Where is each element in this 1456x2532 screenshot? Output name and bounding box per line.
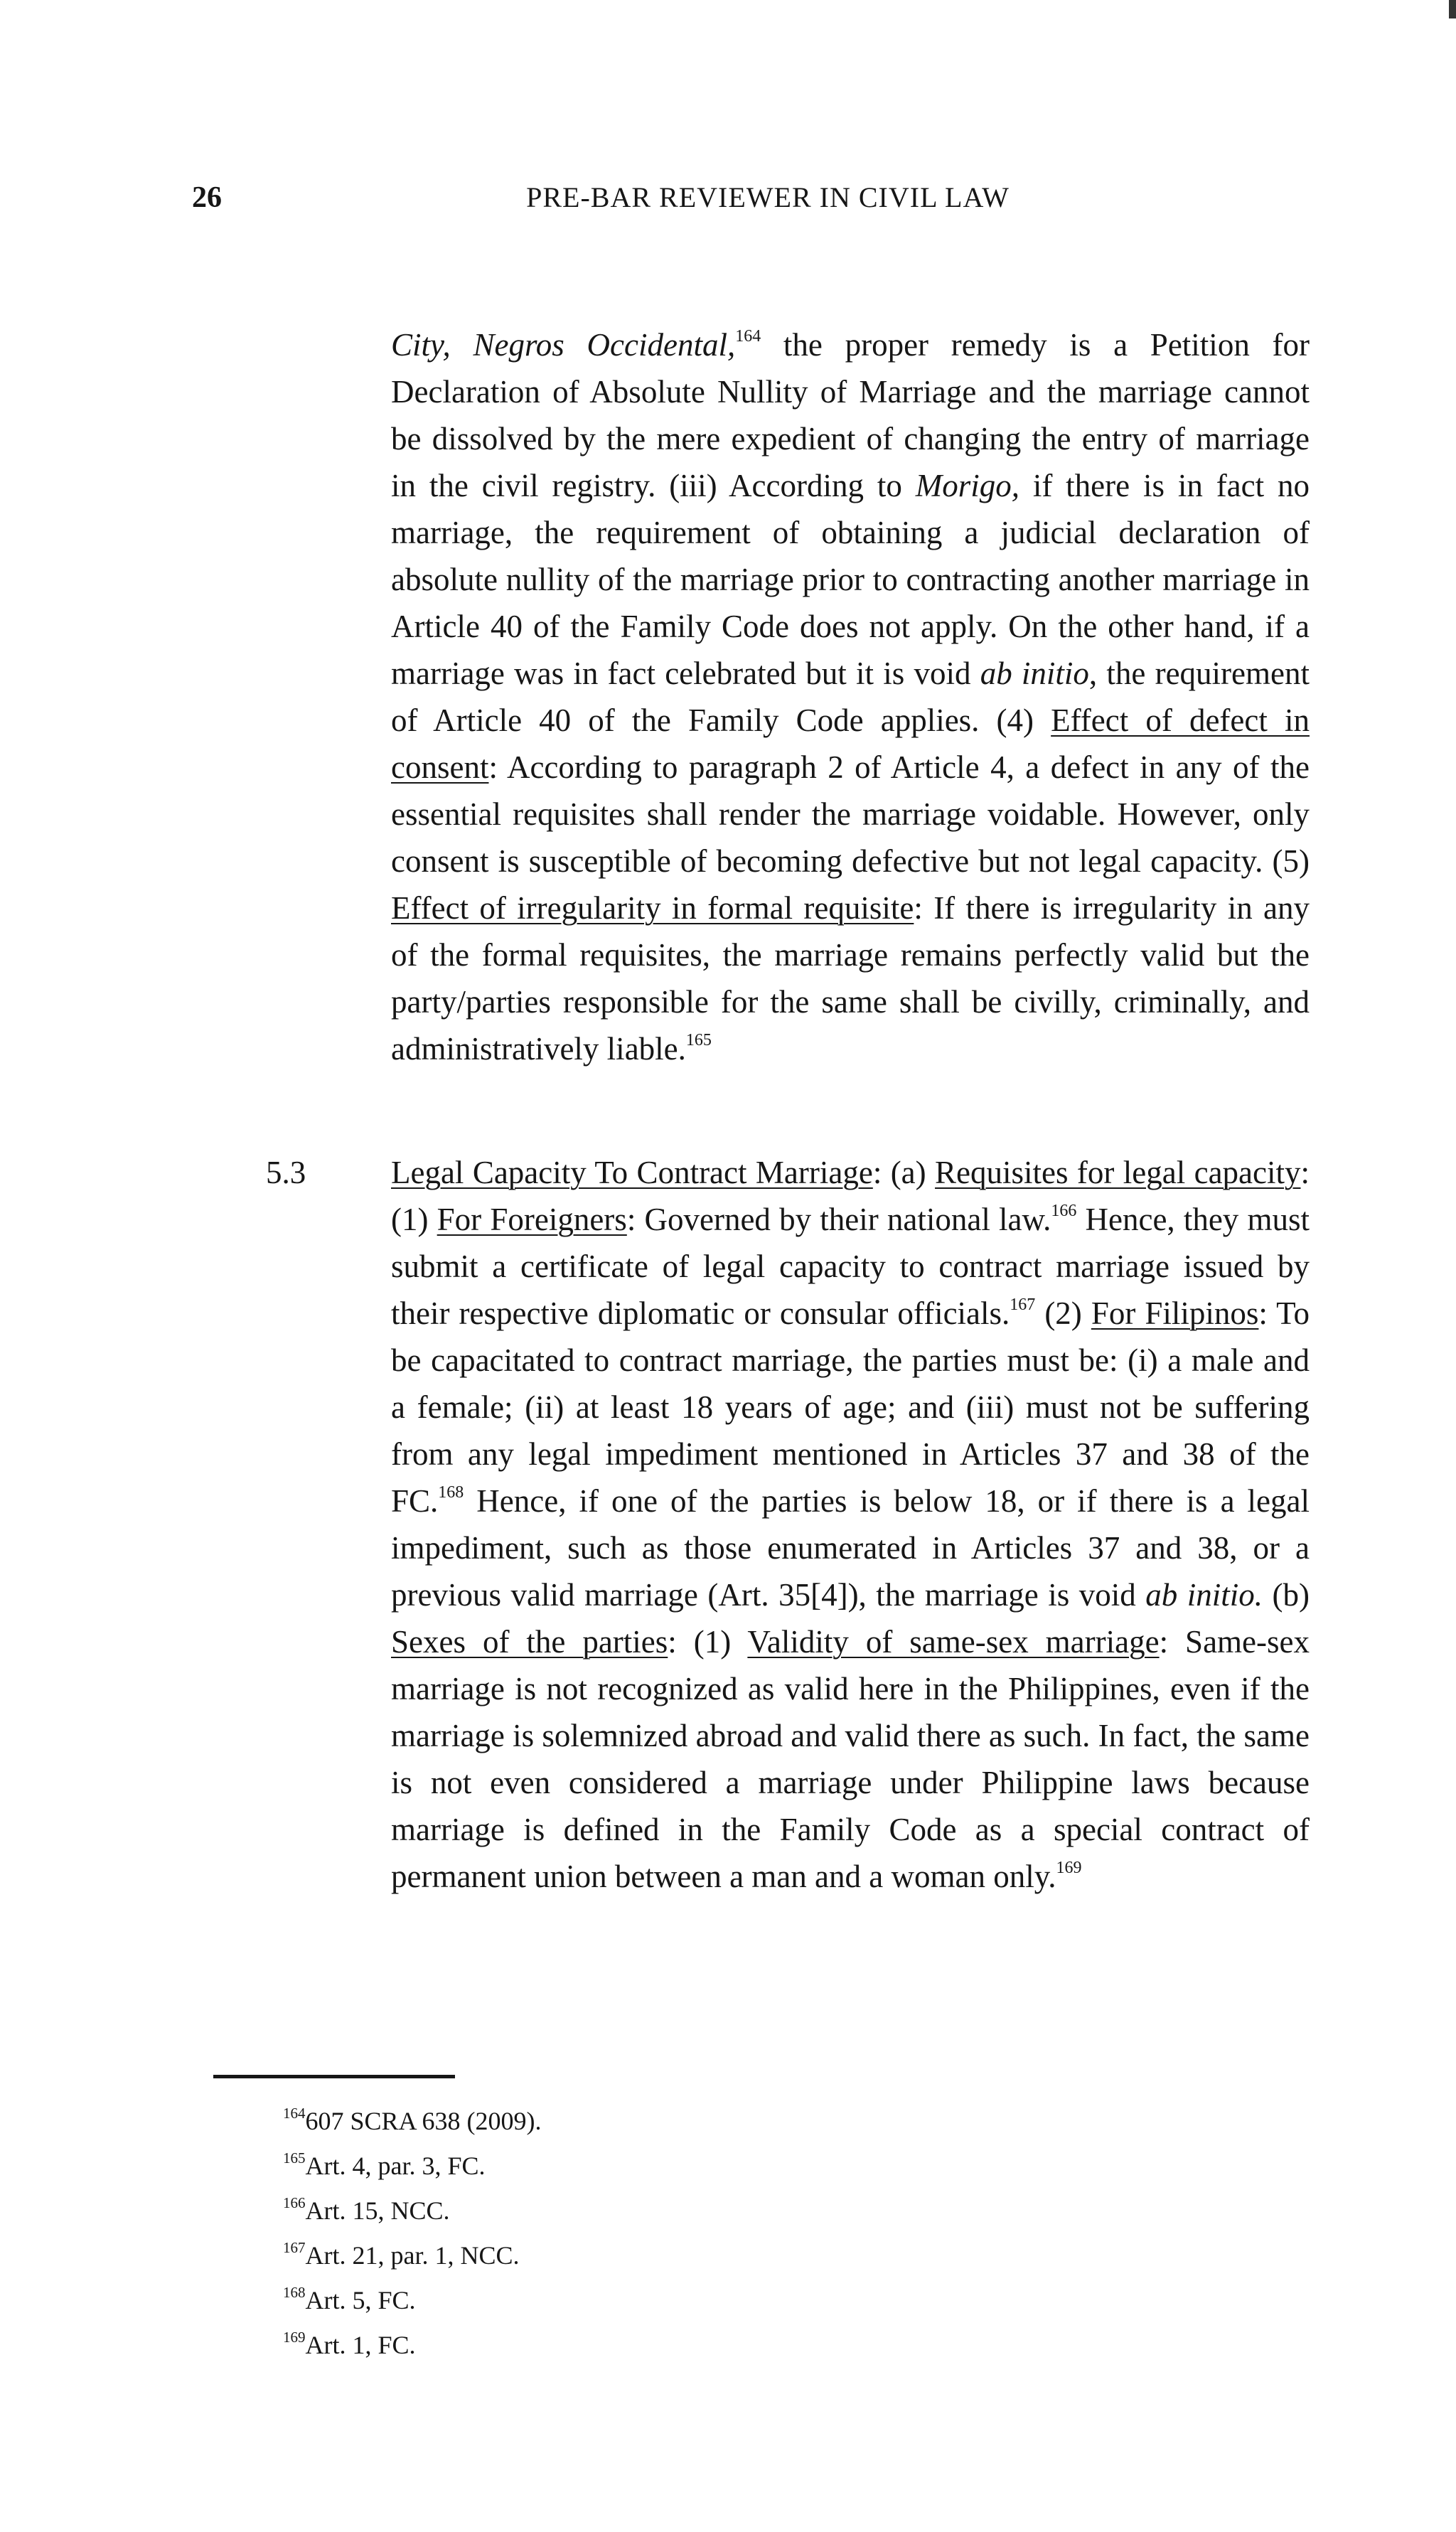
scan-edge-mark [1449, 0, 1456, 18]
footnote-item [283, 2144, 542, 2189]
footnote-number: 166 [283, 2194, 306, 2211]
case-location: City, Negros Occidental, [391, 327, 736, 363]
footnote-number: 168 [283, 2284, 306, 2301]
footnote-item [283, 2278, 542, 2323]
footnote-ref-166: 166 [1051, 1202, 1077, 1220]
footnote-ref-167: 167 [1010, 1296, 1036, 1314]
footnote-ref-169: 169 [1056, 1859, 1082, 1877]
text-run: Hence, they must submit a certificate of legal capacity to contract marriage issued by their respective diplomatic or consular officials. [391, 1202, 1310, 1331]
subheading-foreigners: For Foreigners [437, 1202, 627, 1237]
footnote-text: 607 SCRA 638 (2009). [305, 2107, 542, 2135]
footnote-number: 167 [283, 2239, 306, 2256]
case-name: Morigo, [915, 468, 1019, 503]
footnote-item [283, 2189, 542, 2233]
footnote-number: 164 [283, 2105, 306, 2122]
footnote-text: Art. 1, FC. [305, 2331, 416, 2359]
section-number: 5.3 [266, 1155, 306, 1190]
section-heading: Legal Capacity To Contract Marriage [391, 1155, 873, 1190]
subheading-defect-consent: Effect of defect in consent [391, 703, 1310, 785]
footnotes-list [283, 2099, 542, 2368]
footnote-ref-165: 165 [685, 1031, 712, 1049]
footnote-text: Art. 15, NCC. [305, 2196, 450, 2225]
subheading-filipinos: For Filipinos [1091, 1296, 1259, 1331]
subheading-sexes: Sexes of the parties [391, 1624, 668, 1660]
footnote-divider [213, 2075, 455, 2078]
footnote-text: Art. 5, FC. [305, 2286, 416, 2314]
footnote-number: 165 [283, 2149, 306, 2167]
text-run: : (1) [391, 1155, 1310, 1237]
text-run: Hence, if one of the parties is below 18, or if there is a legal impediment, such as those enumerated in Articles 37 and 38, or a previous valid marriage (Art. 35[4]), the marriage is void [391, 1483, 1310, 1613]
page-number: 26 [192, 181, 222, 214]
footnote-number: 169 [283, 2329, 306, 2346]
text-run: : (1) [668, 1624, 748, 1660]
text-run: : According to paragraph 2 of Article 4, a defect in any of the essential requisites shall render the marriage voidable. However, only consent is susceptible of becoming defective but not legal capacity. (5) [391, 749, 1310, 879]
text-run: (2) [1035, 1296, 1091, 1331]
text-run: if there is in fact no marriage, the requirement of obtaining a judicial declaration of absolute nullity of the marriage prior to contracting another marriage in Article 40 of the Family Code does not apply. On the other hand, if a marriage was in fact celebrated but it is void [391, 468, 1310, 691]
text-run: , the requirement of Article 40 of the Family Code applies. (4) [391, 656, 1310, 738]
footnote-item [283, 2099, 542, 2144]
text-run: : (a) [872, 1155, 936, 1190]
footnote-ref-164: 164 [735, 327, 761, 346]
footnote-item [283, 2233, 542, 2278]
text-run: : To be capacitated to contract marriage, the parties must be: (i) a male and a female; (ii) at least 18 years of age; and (iii) must not be suffering from any legal impediment mentioned in Articles 37 and 38 of the FC. [391, 1296, 1310, 1519]
text-run: : Governed by their national law. [626, 1202, 1051, 1237]
footnote-ref-168: 168 [438, 1483, 464, 1502]
latin-term: ab initio. [1145, 1577, 1263, 1613]
footnote-text: Art. 4, par. 3, FC. [305, 2152, 486, 2180]
text-run: : Same-sex marriage is not recognized as valid here in the Philippines, even if the marriage is solemnized abroad and valid there as such. In fact, the same is not even considered a marriage under Philippine laws because marriage is defined in the Family Code as a special contract of permanent union between a man and a woman only. [391, 1624, 1310, 1894]
subheading-irregularity: Effect of irregularity in formal requisite [391, 890, 914, 926]
text-run: : If there is irregularity in any of the formal requisites, the marriage remains perfectly valid but the party/parties responsible for the same shall be civilly, criminally, and administratively liable. [391, 890, 1310, 1067]
subheading-same-sex: Validity of same-sex marriage [747, 1624, 1160, 1660]
section-paragraph [391, 1149, 1310, 1900]
subheading-requisites: Requisites for legal capacity [935, 1155, 1301, 1190]
running-header: PRE-BAR REVIEWER IN CIVIL LAW [526, 181, 1010, 213]
footnote-item [283, 2323, 542, 2368]
latin-term: ab initio [980, 656, 1089, 691]
text-run: (b) [1263, 1577, 1310, 1613]
text-run: the proper remedy is a Petition for Declaration of Absolute Nullity of Marriage and the marriage cannot be dissolved by the mere expedient of changing the entry of marriage in the civil registry. (iii) According to [391, 327, 1310, 503]
footnote-text: Art. 21, par. 1, NCC. [305, 2241, 520, 2270]
paragraph-continued [391, 321, 1310, 1072]
